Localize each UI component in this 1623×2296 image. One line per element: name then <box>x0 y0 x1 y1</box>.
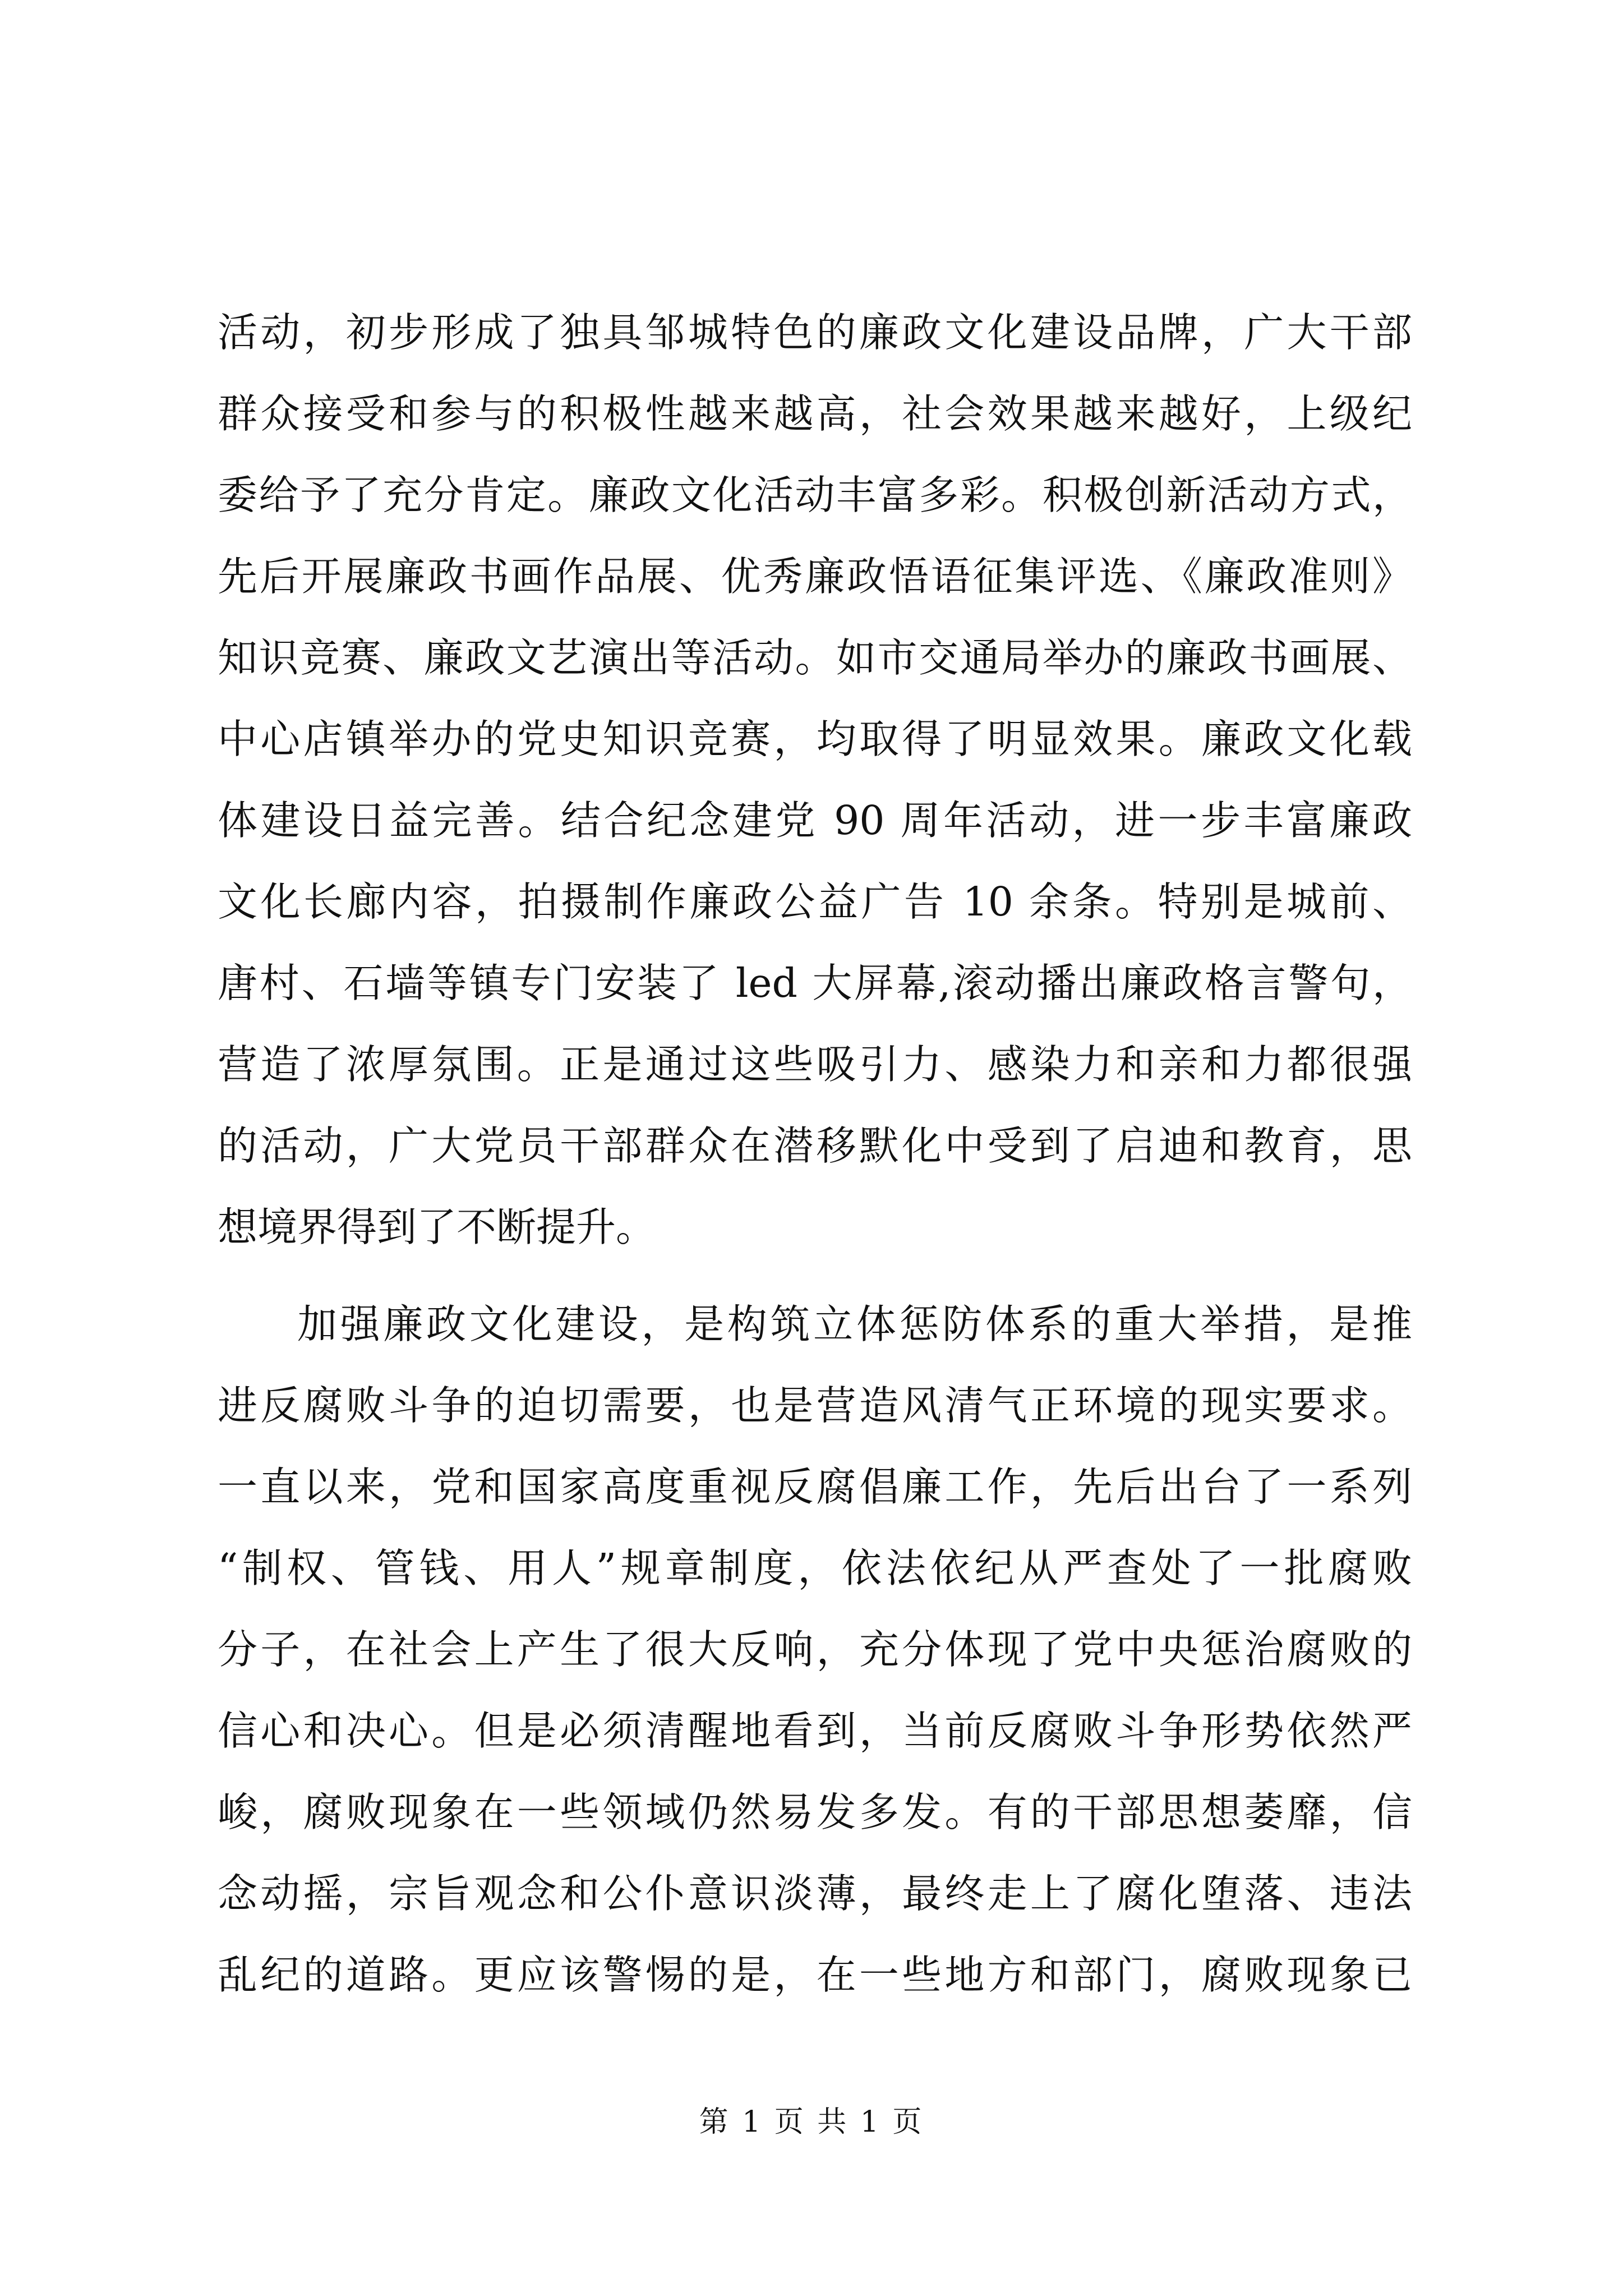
text-line: 加强廉政文化建设，是构筑立体惩防体系的重大举措，是推 <box>297 1301 1412 1347</box>
text-line: 知识竞赛、廉政文艺演出等活动。如市交通局举办的廉政书画展、 <box>218 634 1412 681</box>
text-line: 想境界得到了不断提升。 <box>218 1204 656 1250</box>
text-line: “制权、管钱、用人”规章制度，依法依纪从严查处了一批腐败 <box>218 1545 1412 1591</box>
document-body <box>218 292 1412 2016</box>
text-line: 活动，初步形成了独具邹城特色的廉政文化建设品牌，广大干部 <box>218 309 1412 356</box>
text-line: 念动摇，宗旨观念和公仆意识淡薄，最终走上了腐化堕落、违法 <box>218 1870 1412 1917</box>
text-line: 先后开展廉政书画作品展、优秀廉政悟语征集评选、《廉政准则》 <box>218 553 1412 600</box>
text-line: 群众接受和参与的积极性越来越高，社会效果越来越好，上级纪 <box>218 390 1412 437</box>
text-line: 中心店镇举办的党史知识竞赛，均取得了明显效果。廉政文化载 <box>218 716 1412 762</box>
text-line: 信心和决心。但是必须清醒地看到，当前反腐败斗争形势依然严 <box>218 1708 1412 1754</box>
text-line: 的活动，广大党员干部群众在潜移默化中受到了启迪和教育，思 <box>218 1122 1412 1169</box>
text-line: 营造了浓厚氛围。正是通过这些吸引力、感染力和亲和力都很强 <box>218 1041 1412 1088</box>
text-line: 文化长廊内容，拍摄制作廉政公益广告 10 余条。特别是城前、 <box>218 878 1412 925</box>
text-line: 峻，腐败现象在一些领域仍然易发多发。有的干部思想萎靡，信 <box>218 1789 1412 1835</box>
text-line: 一直以来，党和国家高度重视反腐倡廉工作，先后出台了一系列 <box>218 1464 1412 1510</box>
text-line: 唐村、石墙等镇专门安装了 led 大屏幕,滚动播出廉政格言警句， <box>218 960 1412 1006</box>
text-line: 委给予了充分肯定。廉政文化活动丰富多彩。积极创新活动方式， <box>218 472 1412 518</box>
paragraph-1 <box>218 292 1412 1268</box>
text-line: 进反腐败斗争的迫切需要，也是营造风清气正环境的现实要求。 <box>218 1382 1412 1429</box>
text-line: 乱纪的道路。更应该警惕的是，在一些地方和部门，腐败现象已 <box>218 1952 1412 1998</box>
page-number-footer: 第 1 页 共 1 页 <box>699 2105 924 2139</box>
paragraph-2 <box>218 1283 1412 2016</box>
text-line: 分子，在社会上产生了很大反响，充分体现了党中央惩治腐败的 <box>218 1626 1412 1673</box>
text-line: 体建设日益完善。结合纪念建党 90 周年活动，进一步丰富廉政 <box>218 797 1412 844</box>
